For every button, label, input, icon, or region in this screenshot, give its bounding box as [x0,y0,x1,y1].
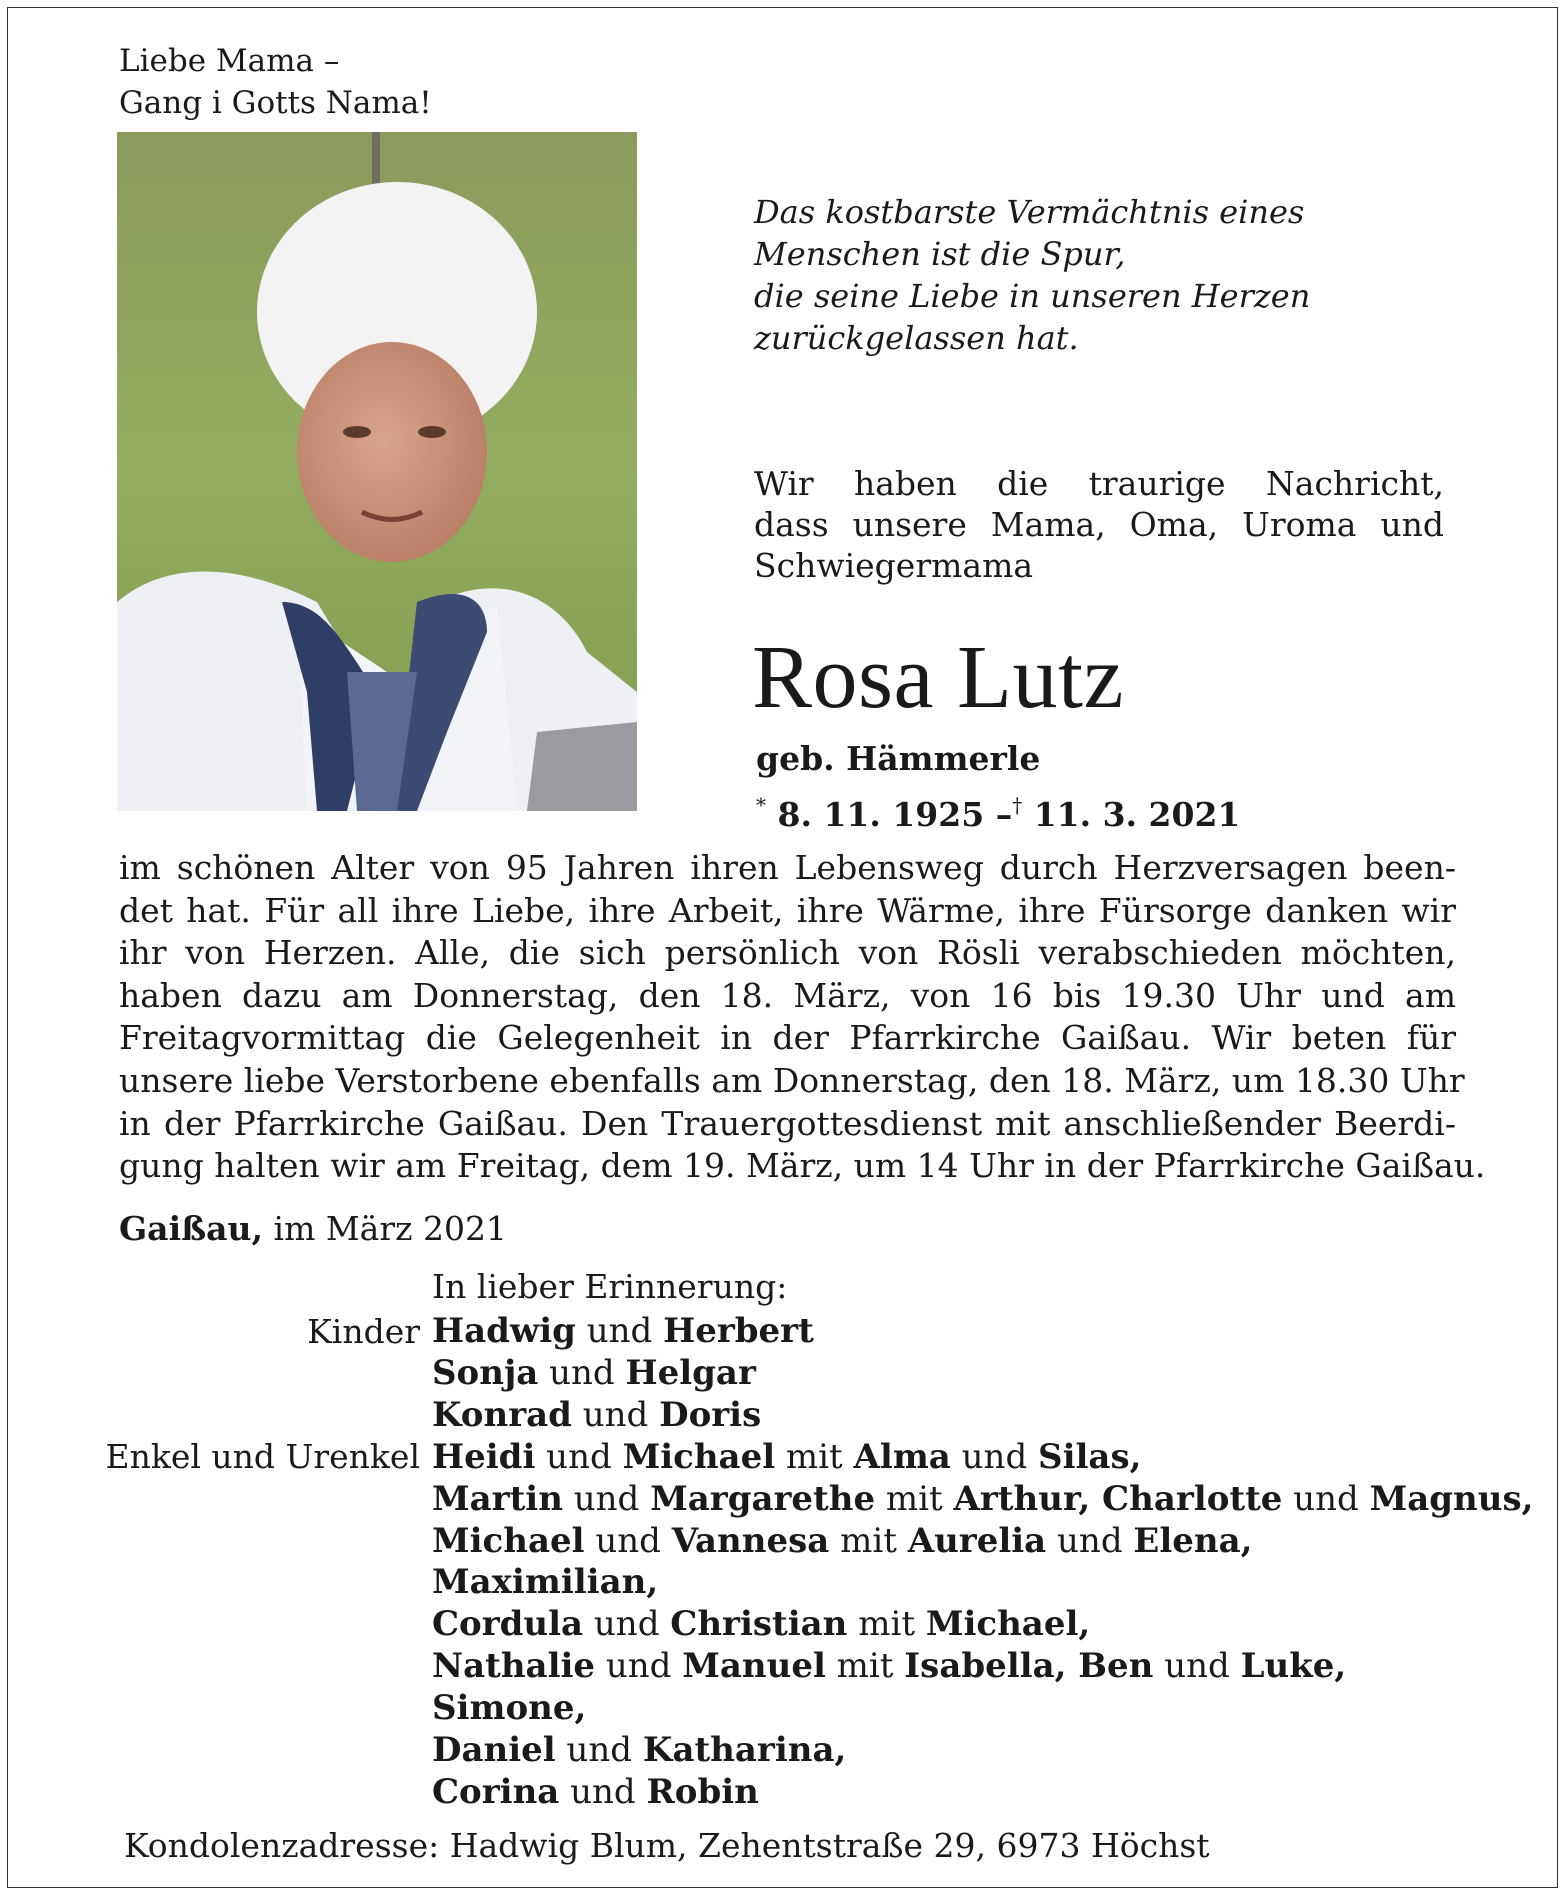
obituary-notice [7,7,1558,1888]
family-connector: mit [847,1604,926,1645]
family-connector: mit [875,1478,954,1519]
family-line [432,1688,1533,1730]
family-name: Elena, [1133,1520,1253,1561]
life-dates [756,784,1240,836]
body-line: im schönen Alter von 95 Jahren ihren Lebensweg durch Herzversagen been- [119,848,1456,887]
date-separator: – [995,795,1013,834]
family-name: Isabella, Ben [904,1646,1154,1687]
greeting-line: Liebe Mama – [119,43,340,79]
family-connector: und [950,1436,1039,1477]
death-date: 11. 3. 2021 [1033,795,1241,834]
family-name: Christian [670,1604,848,1645]
family-line [432,1604,1533,1646]
announcement-line: Schwiegermama [754,546,1034,585]
family-connector: mit [775,1436,854,1477]
relation-label-grandchildren: Enkel und Urenkel [105,1437,420,1476]
family-name: Katharina, [642,1730,847,1771]
family-name: Maximilian, [432,1562,659,1603]
family-line [432,1437,1533,1479]
announcement [754,463,1444,586]
death-symbol: † [1012,793,1023,817]
body-line: Freitagvormittag die Gelegenheit in der Pfarrkirche Gaißau. Wir beten für [119,1018,1456,1058]
body-line: unsere liebe Verstorbene ebenfalls am Donnerstag, den 18. März, um 18.30 Uhr [119,1060,1465,1100]
body-line: gung halten wir am Freitag, dem 19. März, um 14 Uhr in der Pfarrkirche Gaißau. [119,1146,1486,1186]
greeting [119,40,432,124]
body-line: haben dazu am Donnerstag, den 18. März, von 16 bis 19.30 Uhr und am [119,975,1456,1015]
family-connector: und [583,1604,671,1645]
family-connector: und [1153,1646,1241,1687]
relation-label-children: Kinder [307,1312,420,1351]
body-text [119,847,1486,1188]
family-name: Alma [853,1436,951,1477]
family-connector: mit [825,1646,905,1687]
family-name: Nathalie [432,1646,596,1687]
body-line: ihr von Herzen. Alle, die sich persönlich von Rösli verabschieden möchten, [119,933,1456,973]
quote-line: Menschen ist die Spur, [754,235,1126,273]
family-name: Vannesa [671,1520,830,1561]
family-connector: und [555,1730,643,1771]
family-line [432,1646,1533,1688]
family-name: Konrad [432,1394,572,1435]
family-name: Helgar [625,1352,756,1393]
family-connector: und [538,1352,626,1393]
birth-symbol: * [756,793,766,817]
family-line [432,1772,1533,1814]
family-connector: und [1046,1520,1134,1561]
family-name: Michael, [925,1604,1091,1645]
family-line [432,1311,1533,1353]
family-line [432,1562,1533,1604]
family-name: Luke, [1240,1646,1347,1687]
family-name: Arthur, Charlotte [953,1478,1283,1519]
family-connector: und [562,1478,651,1519]
portrait-photo [117,132,637,811]
quote-line: Das kostbarste Vermächtnis eines [754,193,1305,231]
family-name: Daniel [432,1730,556,1771]
place-date [119,1208,507,1250]
condolence-address: Kondolenzadresse: Hadwig Blum, Zehentstraße 29, 6973 Höchst [124,1826,1210,1865]
family-line [432,1395,1533,1437]
family-line [432,1521,1533,1563]
family-connector: und [595,1646,683,1687]
family-name: Robin [646,1771,759,1812]
family-line [432,1479,1533,1521]
place-town: Gaißau, [119,1209,264,1248]
family-connector: und [559,1771,647,1812]
family-name: Michael [432,1520,585,1561]
family-name: Simone, [432,1688,587,1729]
family-connector: mit [829,1520,908,1561]
family-connector: und [571,1394,660,1435]
family-list [432,1311,1533,1814]
quote-line: zurückgelassen hat. [754,319,1079,357]
family-connector: und [584,1520,672,1561]
family-connector: und [535,1436,623,1477]
body-line: det hat. Für all ihre Liebe, ihre Arbeit, ihre Wärme, ihre Fürsorge danken wir [119,890,1456,930]
family-name: Heidi [432,1436,536,1477]
family-line [432,1730,1533,1772]
family-name: Martin [432,1478,563,1519]
family-name: Doris [659,1394,762,1435]
deceased-name: Rosa Lutz [752,628,1124,727]
announcement-line: dass unsere Mama, Oma, Uroma und [754,505,1444,544]
greeting-line: Gang i Gotts Nama! [119,85,432,121]
family-name: Aurelia [907,1520,1047,1561]
maiden-name: geb. Hämmerle [756,739,1041,778]
family-name: Herbert [663,1311,814,1351]
family-connector: und [575,1311,664,1351]
family-name: Magnus, [1369,1478,1534,1519]
family-name: Michael [622,1436,776,1477]
family-name: Manuel [682,1646,826,1687]
family-name: Silas, [1038,1436,1142,1477]
quote [754,191,1310,359]
remembrance-heading: In lieber Erinnerung: [432,1267,788,1306]
birth-date: 8. 11. 1925 [777,795,985,834]
announcement-line: Wir haben die traurige Nachricht, [754,464,1444,503]
family-name: Hadwig [432,1311,576,1351]
family-name: Margarethe [650,1478,876,1519]
place-date-text: im März 2021 [273,1209,507,1248]
quote-line: die seine Liebe in unseren Herzen [754,277,1311,315]
family-connector: und [1282,1478,1370,1519]
body-line: in der Pfarrkirche Gaißau. Den Trauergottesdienst mit anschließender Beerdi- [119,1103,1456,1143]
family-name: Cordula [432,1604,584,1645]
family-line [432,1353,1533,1395]
family-name: Sonja [432,1352,539,1393]
family-name: Corina [432,1771,560,1812]
